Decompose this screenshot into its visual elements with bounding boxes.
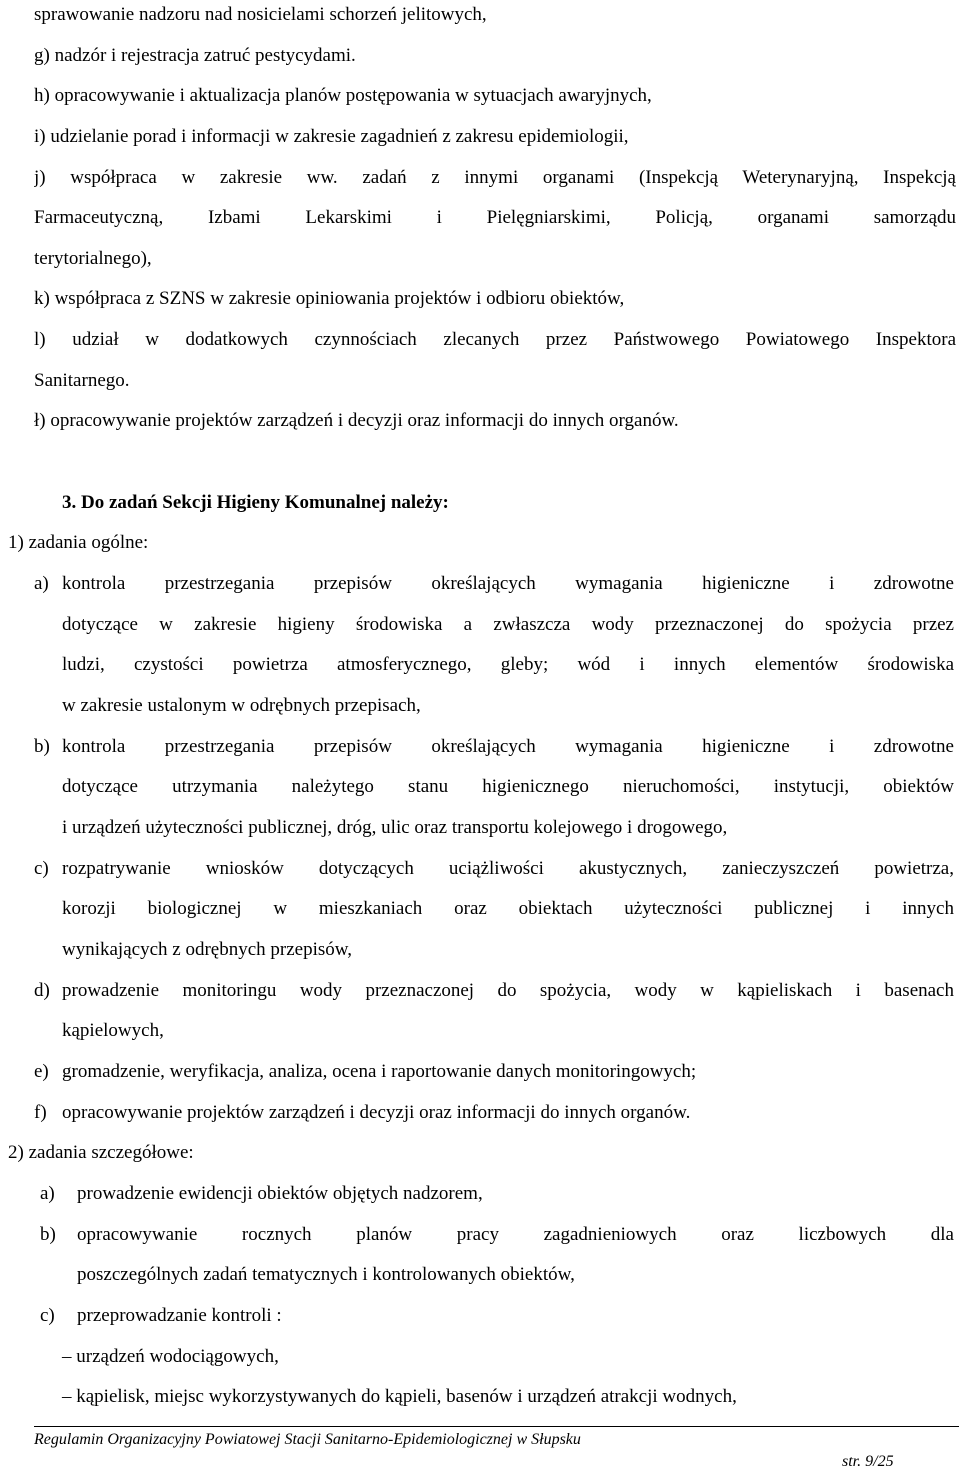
list-item: prowadzenie ewidencji obiektów objętych nadzorem, <box>77 1183 483 1204</box>
text-line: ludzi, czystości powietrza atmosferycznego, gleby; wód i innych elementów środowiska <box>62 654 954 675</box>
list-item: opracowywanie projektów zarządzeń i decyzji oraz informacji do innych organów. <box>62 1102 691 1123</box>
list-marker: b) <box>34 736 50 757</box>
text-line: Sanitarnego. <box>34 370 130 391</box>
list-item: opracowywanie rocznych planów pracy zagadnieniowych oraz liczbowych dla <box>77 1224 954 1245</box>
text-line: dotyczące utrzymania należytego stanu higienicznego nieruchomości, instytucji, obiektów <box>62 776 954 797</box>
list-item-k: k) współpraca z SZNS w zakresie opiniowania projektów i odbioru obiektów, <box>34 288 625 309</box>
list-marker: e) <box>34 1061 49 1082</box>
text-line: poszczególnych zadań tematycznych i kontrolowanych obiektów, <box>77 1264 575 1285</box>
list-marker: a) <box>40 1183 55 1204</box>
text-line: Farmaceutyczną, Izbami Lekarskimi i Pielęgniarskimi, Policją, organami samorządu <box>34 207 956 228</box>
footer-divider <box>34 1426 959 1427</box>
text-line: i urządzeń użyteczności publicznej, dróg, ulic oraz transportu kolejowego i drogowego, <box>62 817 728 838</box>
subsection-heading: 2) zadania szczegółowe: <box>8 1142 194 1163</box>
list-item: gromadzenie, weryfikacja, analiza, ocena i raportowanie danych monitoringowych; <box>62 1061 697 1082</box>
subsection-heading: 1) zadania ogólne: <box>8 532 149 553</box>
list-marker: c) <box>40 1305 55 1326</box>
list-marker: b) <box>40 1224 56 1245</box>
list-item-g: g) nadzór i rejestracja zatruć pestycydami. <box>34 45 356 66</box>
section-heading: 3. Do zadań Sekcji Higieny Komunalnej należy: <box>62 492 449 513</box>
dash-list-item: – urządzeń wodociągowych, <box>62 1346 279 1367</box>
list-marker: d) <box>34 980 50 1001</box>
text-line: korozji biologicznej w mieszkaniach oraz obiektach użyteczności publicznej i innych <box>62 898 954 919</box>
list-item-l: l) udział w dodatkowych czynnościach zlecanych przez Państwowego Powiatowego Inspektora <box>34 329 956 350</box>
page-number: str. 9/25 <box>842 1453 894 1470</box>
text-line: kąpielowych, <box>62 1020 164 1041</box>
list-marker: c) <box>34 858 49 879</box>
text-line: sprawowanie nadzoru nad nosicielami schorzeń jelitowych, <box>34 4 487 25</box>
list-item-j: j) współpraca w zakresie ww. zadań z innymi organami (Inspekcją Weterynaryjną, Inspekcją <box>34 167 956 188</box>
text-line: wynikających z odrębnych przepisów, <box>62 939 352 960</box>
text-line: w zakresie ustalonym w odrębnych przepisach, <box>62 695 421 716</box>
text-line: terytorialnego), <box>34 248 152 269</box>
footer-title: Regulamin Organizacyjny Powiatowej Stacji Sanitarno-Epidemiologicznej w Słupsku <box>34 1431 581 1448</box>
list-item: rozpatrywanie wniosków dotyczących uciążliwości akustycznych, zanieczyszczeń powietrza, <box>62 858 954 879</box>
list-marker: f) <box>34 1102 47 1123</box>
list-marker: a) <box>34 573 49 594</box>
list-item: kontrola przestrzegania przepisów określających wymagania higieniczne i zdrowotne <box>62 736 954 757</box>
text-line: dotyczące w zakresie higieny środowiska a zwłaszcza wody przeznaczonej do spożycia przez <box>62 614 954 635</box>
list-item-i: i) udzielanie porad i informacji w zakresie zagadnień z zakresu epidemiologii, <box>34 126 629 147</box>
dash-list-item: – kąpielisk, miejsc wykorzystywanych do kąpieli, basenów i urządzeń atrakcji wodnych, <box>62 1386 737 1407</box>
list-item-h: h) opracowywanie i aktualizacja planów postępowania w sytuacjach awaryjnych, <box>34 85 652 106</box>
list-item: przeprowadzanie kontroli : <box>77 1305 282 1326</box>
list-item: kontrola przestrzegania przepisów określających wymagania higieniczne i zdrowotne <box>62 573 954 594</box>
list-item: prowadzenie monitoringu wody przeznaczonej do spożycia, wody w kąpieliskach i basenach <box>62 980 954 1001</box>
list-item-l-stroke: ł) opracowywanie projektów zarządzeń i decyzji oraz informacji do innych organów. <box>34 410 679 431</box>
